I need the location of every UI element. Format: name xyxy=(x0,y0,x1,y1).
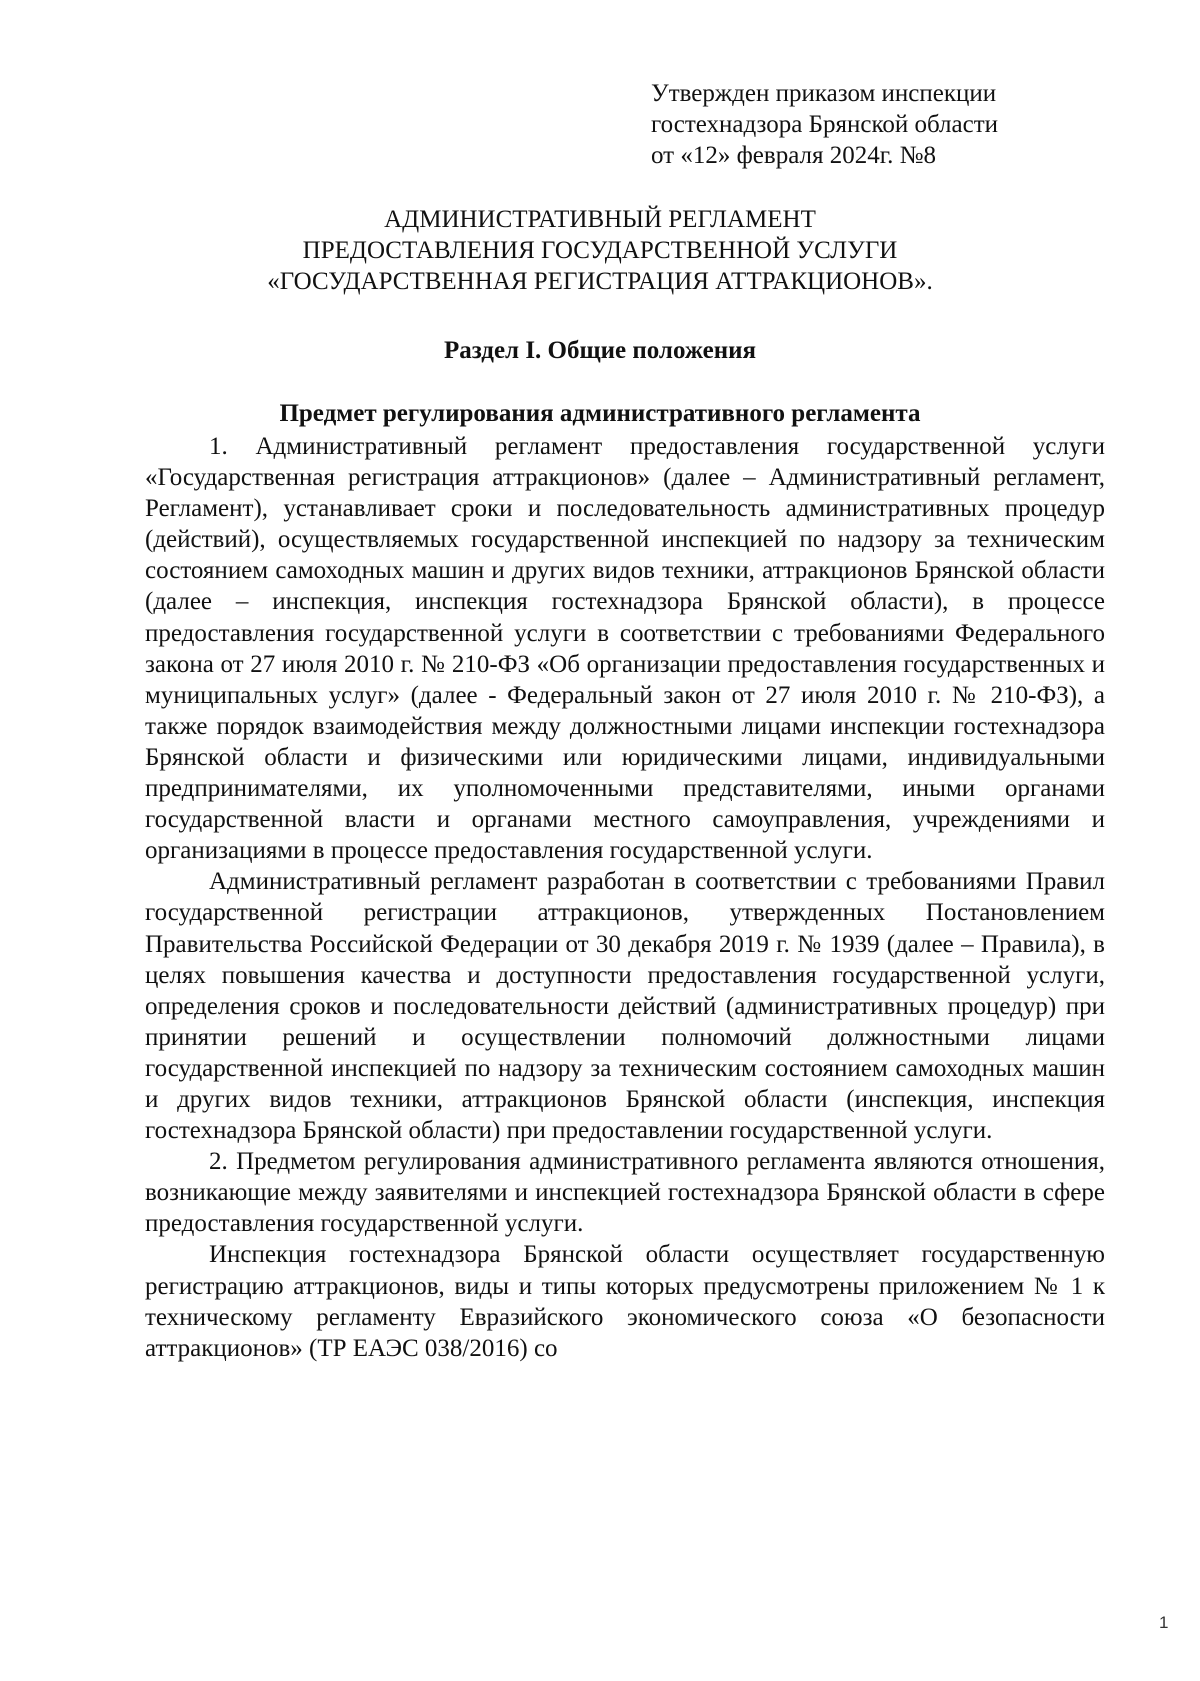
paragraph: 2. Предметом регулирования административного регламента являются отношения, возникающие между заявителями и инспекцией гостехнадзора Брянской области в сфере предоставления государственной услуги. xyxy=(145,1148,1105,1238)
approval-line: Утвержден приказом инспекции xyxy=(651,80,997,107)
paragraph: Административный регламент разработан в соответствии с требованиями Правил государственной регистрации аттракционов, утвержденных Постановлением Правительства Российской Федерации от 30 декабря 2019 г. № 1939 (далее – Правила), в целях повышения качества и доступности предоставления государственной услуги, определения сроков и последовательности действий (административных процедур) при принятии решений и осуществлении полномочий должностными лицами государственной инспекцией по надзору за техническим состоянием самоходных машин и других видов техники, аттракционов Брянской области (инспекция, инспекция гостехнадзора Брянской области) при предоставлении государственной услуги. xyxy=(145,868,1105,1145)
page-number: 1 xyxy=(1159,1613,1169,1632)
title-line: АДМИНИСТРАТИВНЫЙ РЕГЛАМЕНТ xyxy=(384,206,816,233)
document-title xyxy=(120,204,1080,297)
approval-note xyxy=(651,78,1081,171)
approval-line: от «12» февраля 2024г. №8 xyxy=(651,142,937,169)
paragraph: 1. Административный регламент предоставления государственной услуги «Государственная регистрация аттракционов» (далее – Административный регламент, Регламент), устанавливает сроки и последовательность административных процедур (действий), осуществляемых государственной инспекцией по надзору за техническим состоянием самоходных машин и других видов техники, аттракционов Брянской области (далее – инспекция, инспекция гостехнадзора Брянской области), в процессе предоставления государственной услуги в соответствии с требованиями Федерального закона от 27 июля 2010 г. № 210-ФЗ «Об организации предоставления государственных и муниципальных услуг» (далее - Федеральный закон от 27 июля 2010 г. № 210-ФЗ), а также порядок взаимодействия между должностными лицами инспекции гостехнадзора Брянской области и физическими или юридическими лицами, индивидуальными предпринимателями, их уполномоченными представителями, иными органами государственной власти и органами местного самоуправления, учреждениями и организациями в процессе предоставления государственной услуги. xyxy=(145,433,1105,865)
title-line: ПРЕДОСТАВЛЕНИЯ ГОСУДАРСТВЕННОЙ УСЛУГИ xyxy=(302,237,898,264)
title-line: «ГОСУДАРСТВЕННАЯ РЕГИСТРАЦИЯ АТТРАКЦИОНОВ». xyxy=(267,268,933,295)
paragraph: Инспекция гостехнадзора Брянской области осуществляет государственную регистрацию аттракционов, виды и типы которых предусмотрены приложением № 1 к техническому регламенту Евразийского экономического союза «О безопасности аттракционов» (ТР ЕАЭС 038/2016) со xyxy=(145,1241,1105,1362)
document-body xyxy=(145,431,1105,1364)
subsection-heading: Предмет регулирования административного регламента xyxy=(279,400,921,427)
approval-line: гостехнадзора Брянской области xyxy=(651,111,999,138)
section-heading: Раздел I. Общие положения xyxy=(443,337,757,364)
